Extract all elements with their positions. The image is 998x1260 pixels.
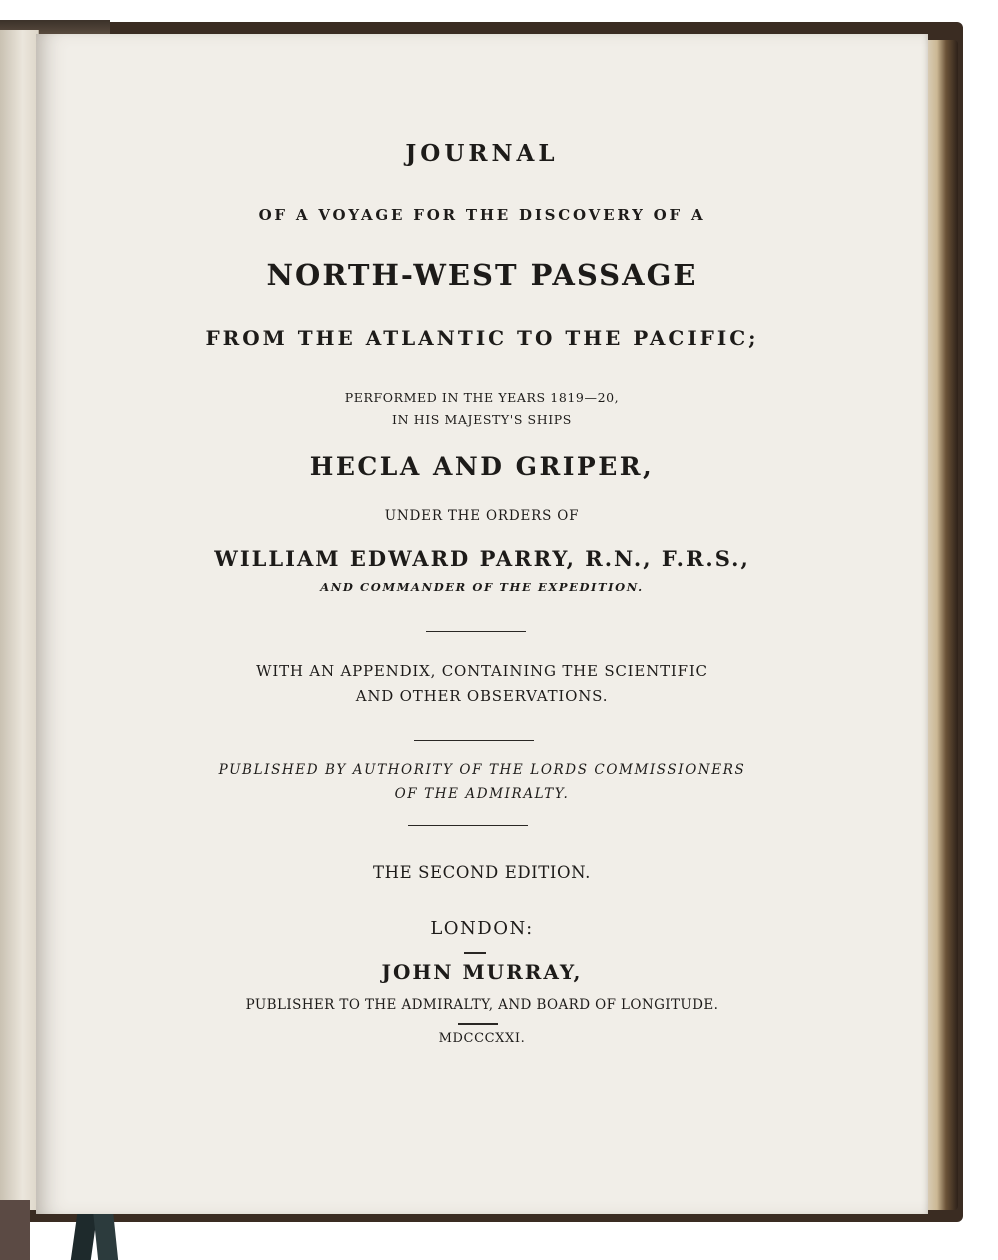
authority-line-1: PUBLISHED BY AUTHORITY OF THE LORDS COMMISSIONERS	[218, 762, 746, 778]
divider-rule	[414, 740, 534, 741]
publisher-heading: JOHN MURRAY,	[381, 960, 583, 984]
city-line: LONDON:	[430, 918, 534, 939]
appendix-line-2: AND OTHER OBSERVATIONS.	[355, 687, 609, 705]
divider-rule	[408, 825, 528, 826]
ships-intro: IN HIS MAJESTY'S SHIPS	[392, 412, 572, 427]
divider-rule	[458, 1023, 498, 1025]
authority-line-2: OF THE ADMIRALTY.	[394, 786, 570, 802]
role-line: AND COMMANDER OF THE EXPEDITION.	[320, 580, 644, 594]
divider-rule	[426, 631, 526, 632]
edition-line: THE SECOND EDITION.	[373, 863, 591, 882]
ribbon-marker-left	[0, 1200, 30, 1260]
ships-heading: HECLA AND GRIPER,	[309, 452, 655, 481]
publisher-role: PUBLISHER TO THE ADMIRALTY, AND BOARD OF LONGITUDE.	[245, 997, 719, 1013]
route-line: FROM THE ATLANTIC TO THE PACIFIC;	[205, 326, 759, 350]
page-edges	[928, 40, 958, 1210]
orders-line: UNDER THE ORDERS OF	[384, 508, 580, 524]
left-page	[0, 30, 39, 1210]
title-page	[36, 34, 928, 1214]
voyage-line: OF A VOYAGE FOR THE DISCOVERY OF A	[258, 206, 706, 224]
year-line: MDCCCXXI.	[438, 1031, 526, 1046]
divider-rule	[464, 952, 486, 954]
passage-heading: NORTH-WEST PASSAGE	[266, 258, 698, 292]
commander-heading: WILLIAM EDWARD PARRY, R.N., F.R.S.,	[214, 546, 750, 571]
appendix-line-1: WITH AN APPENDIX, CONTAINING THE SCIENTIFIC	[256, 662, 708, 680]
journal-heading: JOURNAL	[405, 140, 559, 167]
performed-line: PERFORMED IN THE YEARS 1819—20,	[344, 390, 620, 405]
